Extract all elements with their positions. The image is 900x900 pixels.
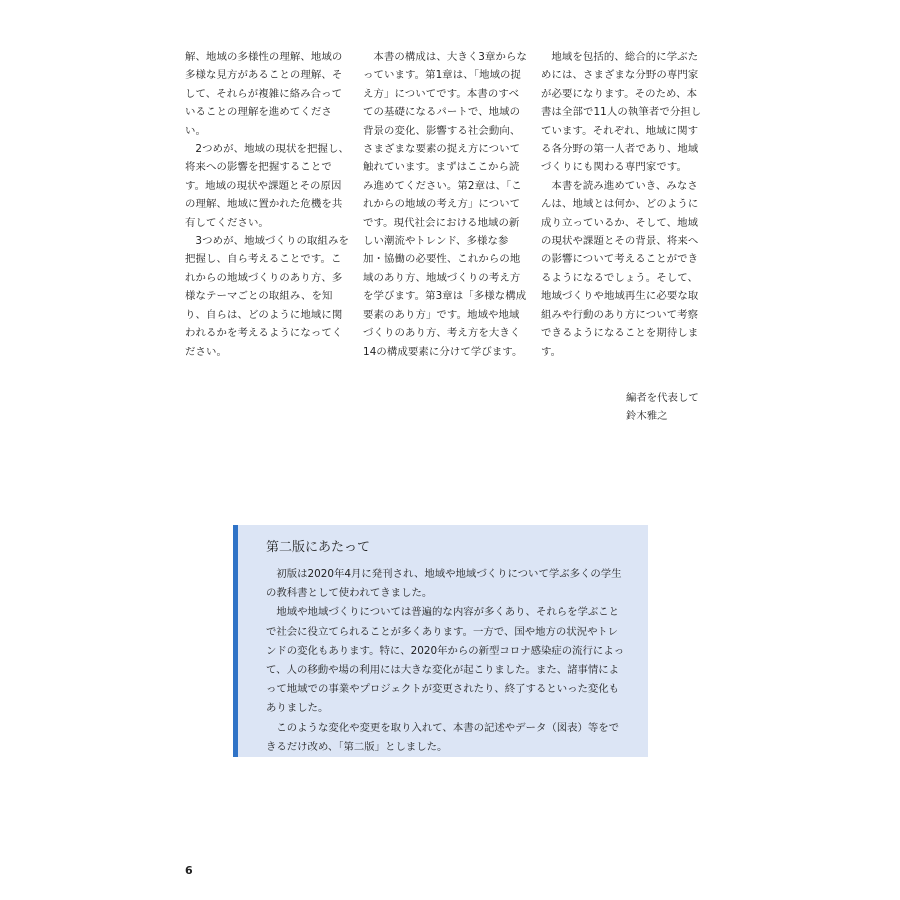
text-column-3 xyxy=(541,48,707,361)
body-paragraph: 本書の構成は、大きく3章からなっています。第1章は、「地域の捉え方」についてです。本書のすべての基礎になるパートで、地域の背景の変化、影響する社会動向、さまざまな要素の捉え方について触れています。まずはここから読み進めてください。第2章は、「これからの地域の考え方」についてです。現代社会における地域の新しい潮流やトレンド、多様な参加・協働の必要性、これからの地域のあり方、地域づくりの考え方を学びます。第3章は「多様な構成要素のあり方」です。地域や地域づくりのあり方、考え方を大きく14の構成要素に分けて学びます。 xyxy=(363,51,527,358)
body-paragraph: 2つめが、地域の現状を把握し、将来への影響を把握することです。地域の現状や課題とその原因の理解、地域に置かれた危機を共有してください。 xyxy=(185,143,349,229)
page-number: 6 xyxy=(185,864,193,877)
notice-paragraph: 地域や地域づくりについては普遍的な内容が多くあり、それらを学ぶことで社会に役立てられることが多くあります。一方で、国や地方の状況やトレンドの変化もあります。特に、2020年からの新型コロナ感染症の流行によって、人の移動や場の利用には大きな変化が起こりました。また、諸事情によって地域での事業やプロジェクトが変更されたり、終了するといった変化もありました。 xyxy=(266,606,625,715)
signature-name: 鈴木雅之 xyxy=(626,410,668,423)
body-paragraph: 地域を包括的、総合的に学ぶためには、さまざまな分野の専門家が必要になります。そのため、本書は全部で11人の執筆者で分担しています。それぞれ、地域に関する各分野の第一人者であり、地域づくりにも関わる専門家です。 xyxy=(541,51,702,174)
notice-title: 第二版にあたって xyxy=(266,540,371,555)
body-paragraph: 解、地域の多様性の理解、地域の多様な見方があることの理解、そして、それらが複雑に絡み合っていることの理解を進めてください。 xyxy=(185,51,343,137)
text-column-1 xyxy=(185,48,351,361)
text-column-2 xyxy=(363,48,529,361)
notice-paragraph: 初版は2020年4月に発刊され、地域や地域づくりについて学ぶ多くの学生の教科書として使われてきました。 xyxy=(266,568,622,600)
second-edition-notice-box xyxy=(233,525,648,757)
notice-paragraph: このような変化や変更を取り入れて、本書の記述やデータ（図表）等をできるだけ改め、「第二版」としました。 xyxy=(266,721,620,753)
editor-signature xyxy=(626,389,699,426)
body-paragraph: 3つめが、地域づくりの取組みを把握し、自ら考えることです。これからの地域づくりのあり方、多様なテーマごとの取組み、を知り、自らは、どのように地域に関われるかを考えるようになってください。 xyxy=(185,235,349,358)
signature-role: 編者を代表して xyxy=(626,392,699,404)
body-paragraph: 本書を読み進めていき、みなさんは、地域とは何か、どのように成り立っているか、そして、地域の現状や課題とその背景、将来への影響について考えることができるようになるでしょう。そして、地域づくりや地域再生に必要な取組みや行動のあり方について考察できるようになることを期待します。 xyxy=(541,179,699,358)
